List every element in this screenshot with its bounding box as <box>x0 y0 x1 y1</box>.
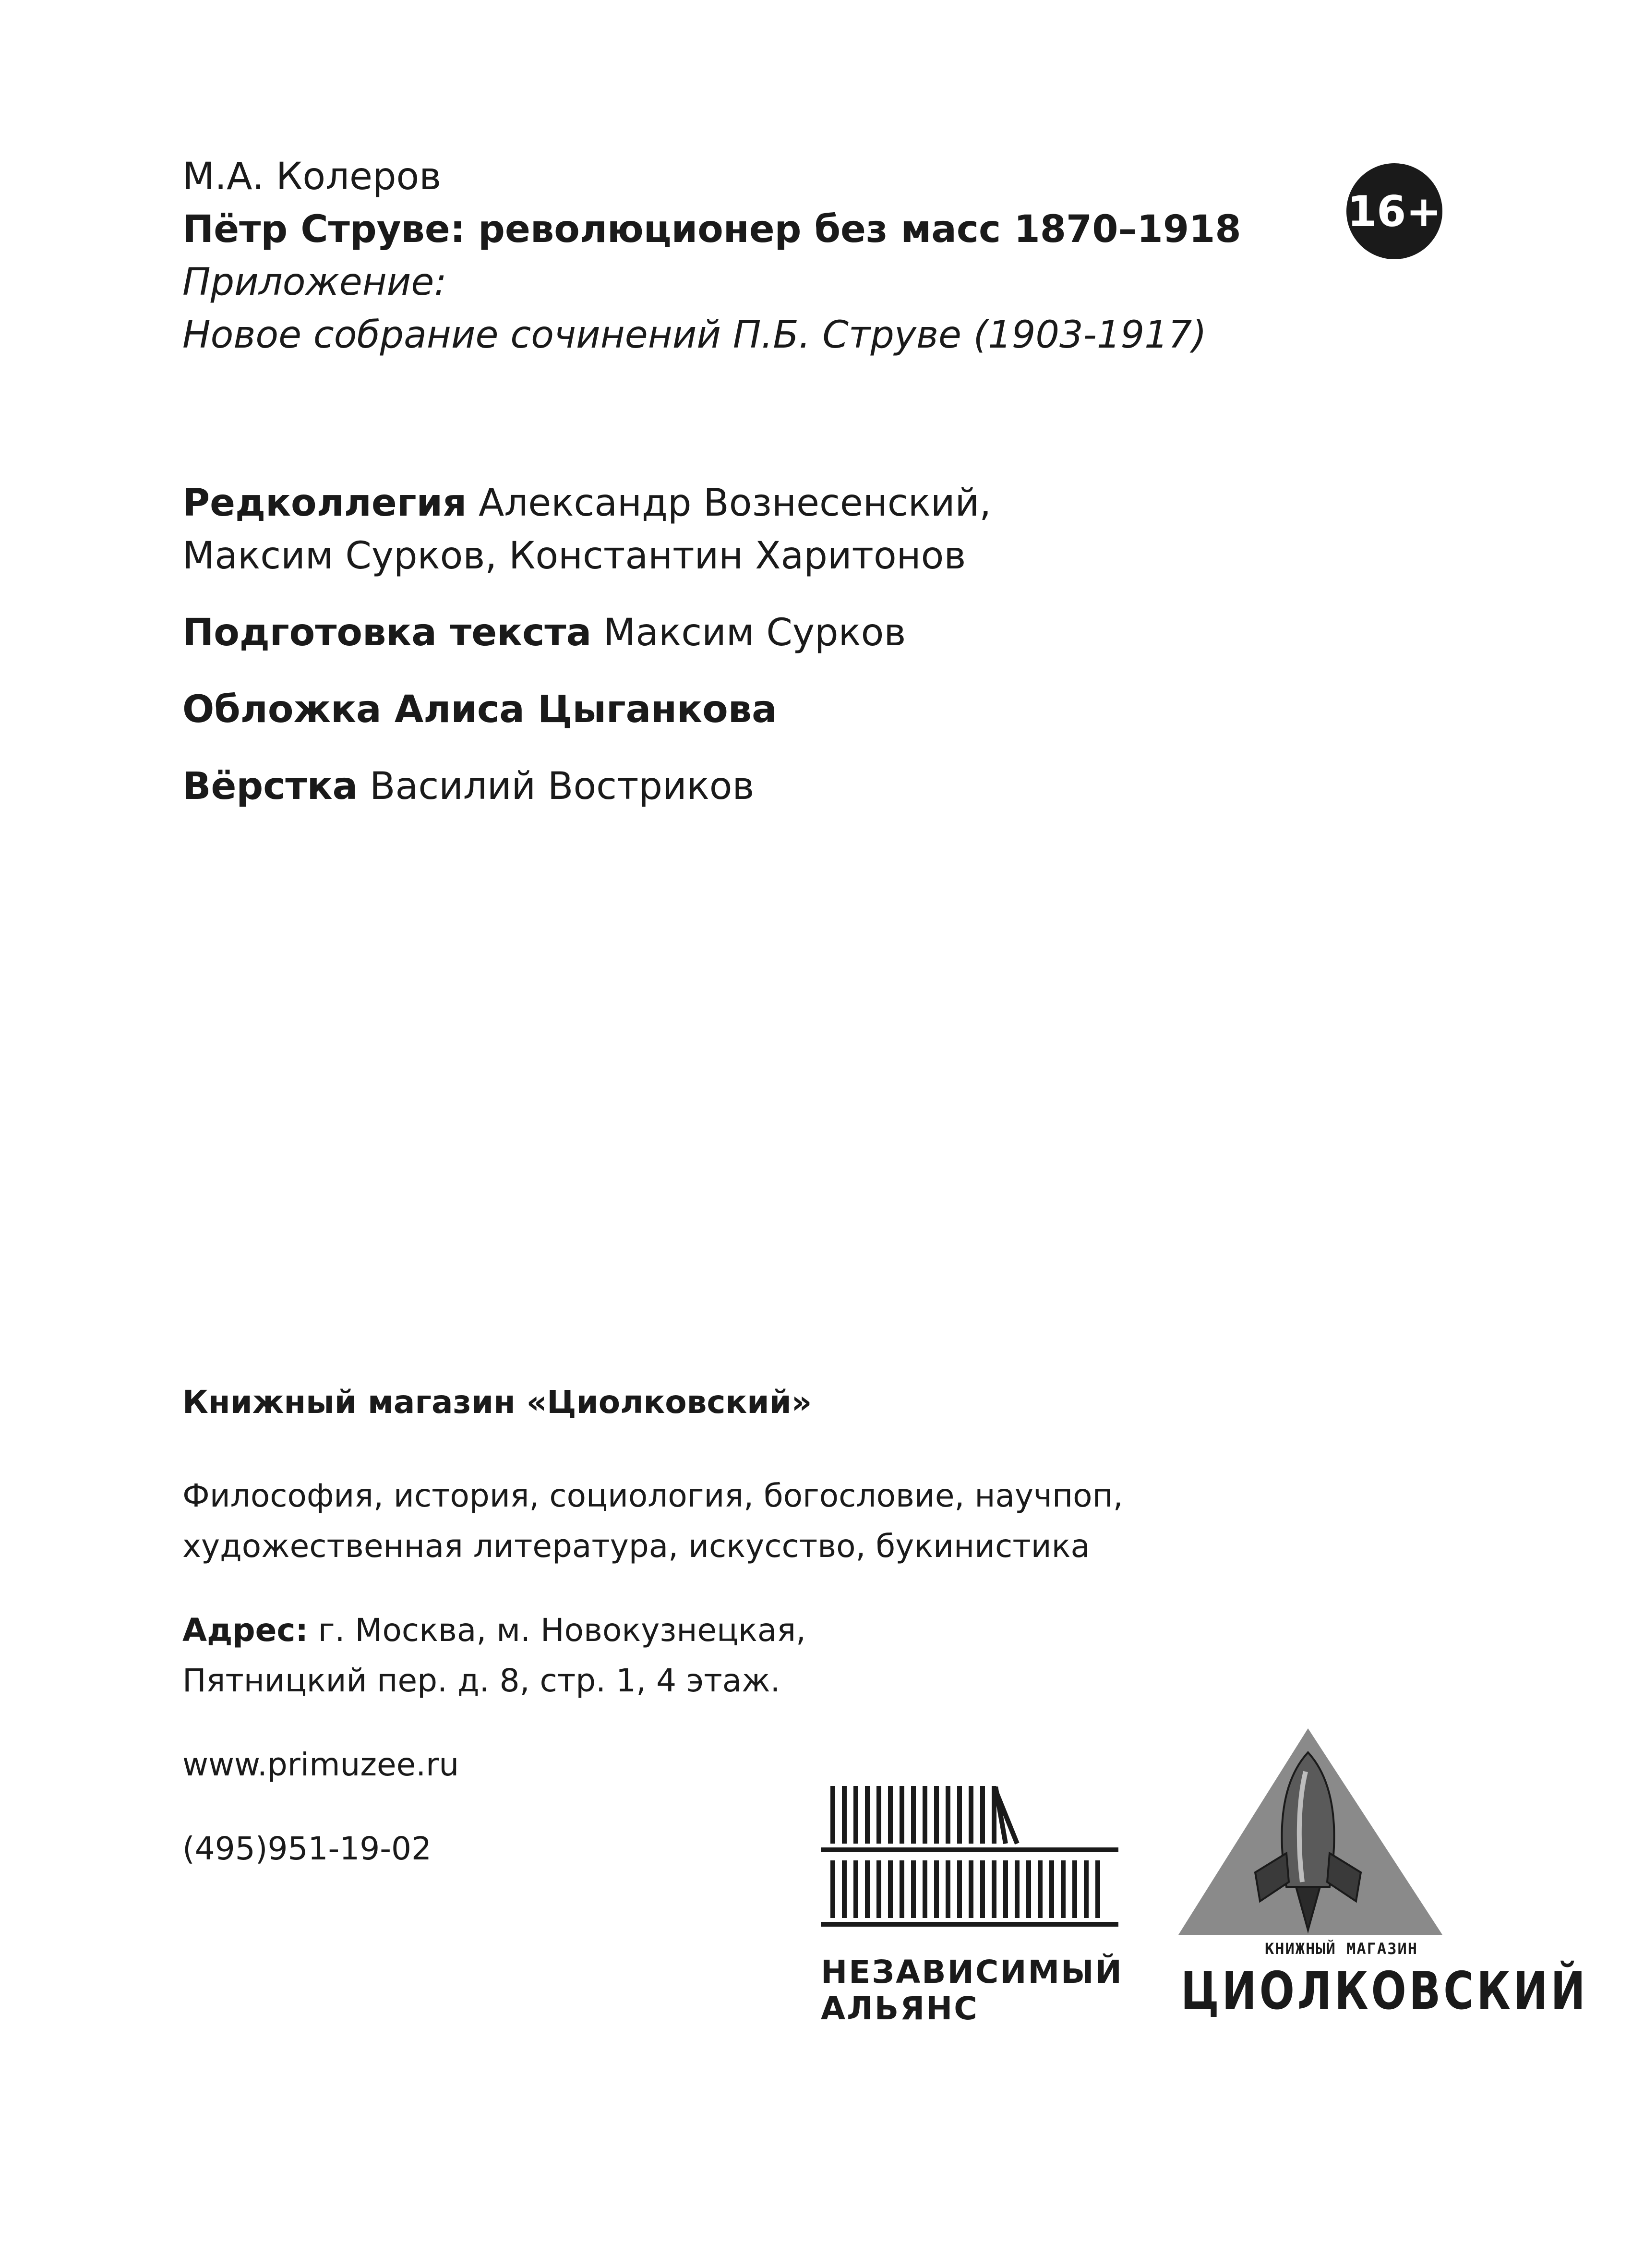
book-title: Пётр Струве: революционер без масс 1870–1918 <box>182 208 1241 251</box>
shop-phone: (495)951-19-02 <box>182 1830 432 1867</box>
address-line: г. Москва, м. Новокузнецкая, <box>308 1612 806 1649</box>
prep-label: Подготовка текста <box>182 611 592 654</box>
shop-title: Книжный магазин «Циолковский» <box>182 1384 812 1421</box>
cover-credit: Обложка Алиса Цыганкова <box>182 688 777 731</box>
shop-genres: Философия, история, социология, богословие, научпоп, <box>182 1477 1123 1514</box>
shop-address <box>182 1611 806 1651</box>
tsiolkovsky-caption: КНИЖНЫЙ МАГАЗИН <box>1265 1940 1418 1958</box>
tsiolkovsky-wordmark: ЦИОЛКОВСКИЙ <box>1181 1961 1588 2021</box>
shop-genres-cont: художественная литература, искусство, букинистика <box>182 1528 1090 1565</box>
layout-name: Василий Востриков <box>358 765 755 808</box>
editorial-names: Александр Вознесенский, <box>467 482 992 525</box>
author-name: М.А. Колеров <box>182 155 442 198</box>
bookshelf-icon <box>821 1776 1128 1954</box>
editorial-label: Редколлегия <box>182 482 467 525</box>
address-label: Адрес: <box>182 1612 308 1649</box>
layout-credit <box>182 763 755 810</box>
tsiolkovsky-rocket-logo <box>1178 1728 1457 1940</box>
shop-website: www.primuzee.ru <box>182 1746 459 1783</box>
shop-address-cont: Пятницкий пер. д. 8, стр. 1, 4 этаж. <box>182 1662 780 1699</box>
appendix-title: Новое собрание сочинений П.Б. Струве (1903-1917) <box>182 314 1207 357</box>
editorial-board <box>182 480 991 527</box>
prep-name: Максим Сурков <box>591 611 906 654</box>
alliance-line-1: НЕЗАВИСИМЫЙ <box>821 1954 1123 1991</box>
text-preparation <box>182 610 906 657</box>
layout-label: Вёрстка <box>182 765 358 808</box>
independent-alliance-logo <box>821 1776 1128 2027</box>
appendix-label: Приложение: <box>182 261 447 304</box>
editorial-names-cont: Максим Сурков, Константин Харитонов <box>182 534 966 578</box>
age-rating-badge: 16+ <box>1346 163 1442 259</box>
alliance-line-2: АЛЬЯНС <box>821 1990 979 2027</box>
